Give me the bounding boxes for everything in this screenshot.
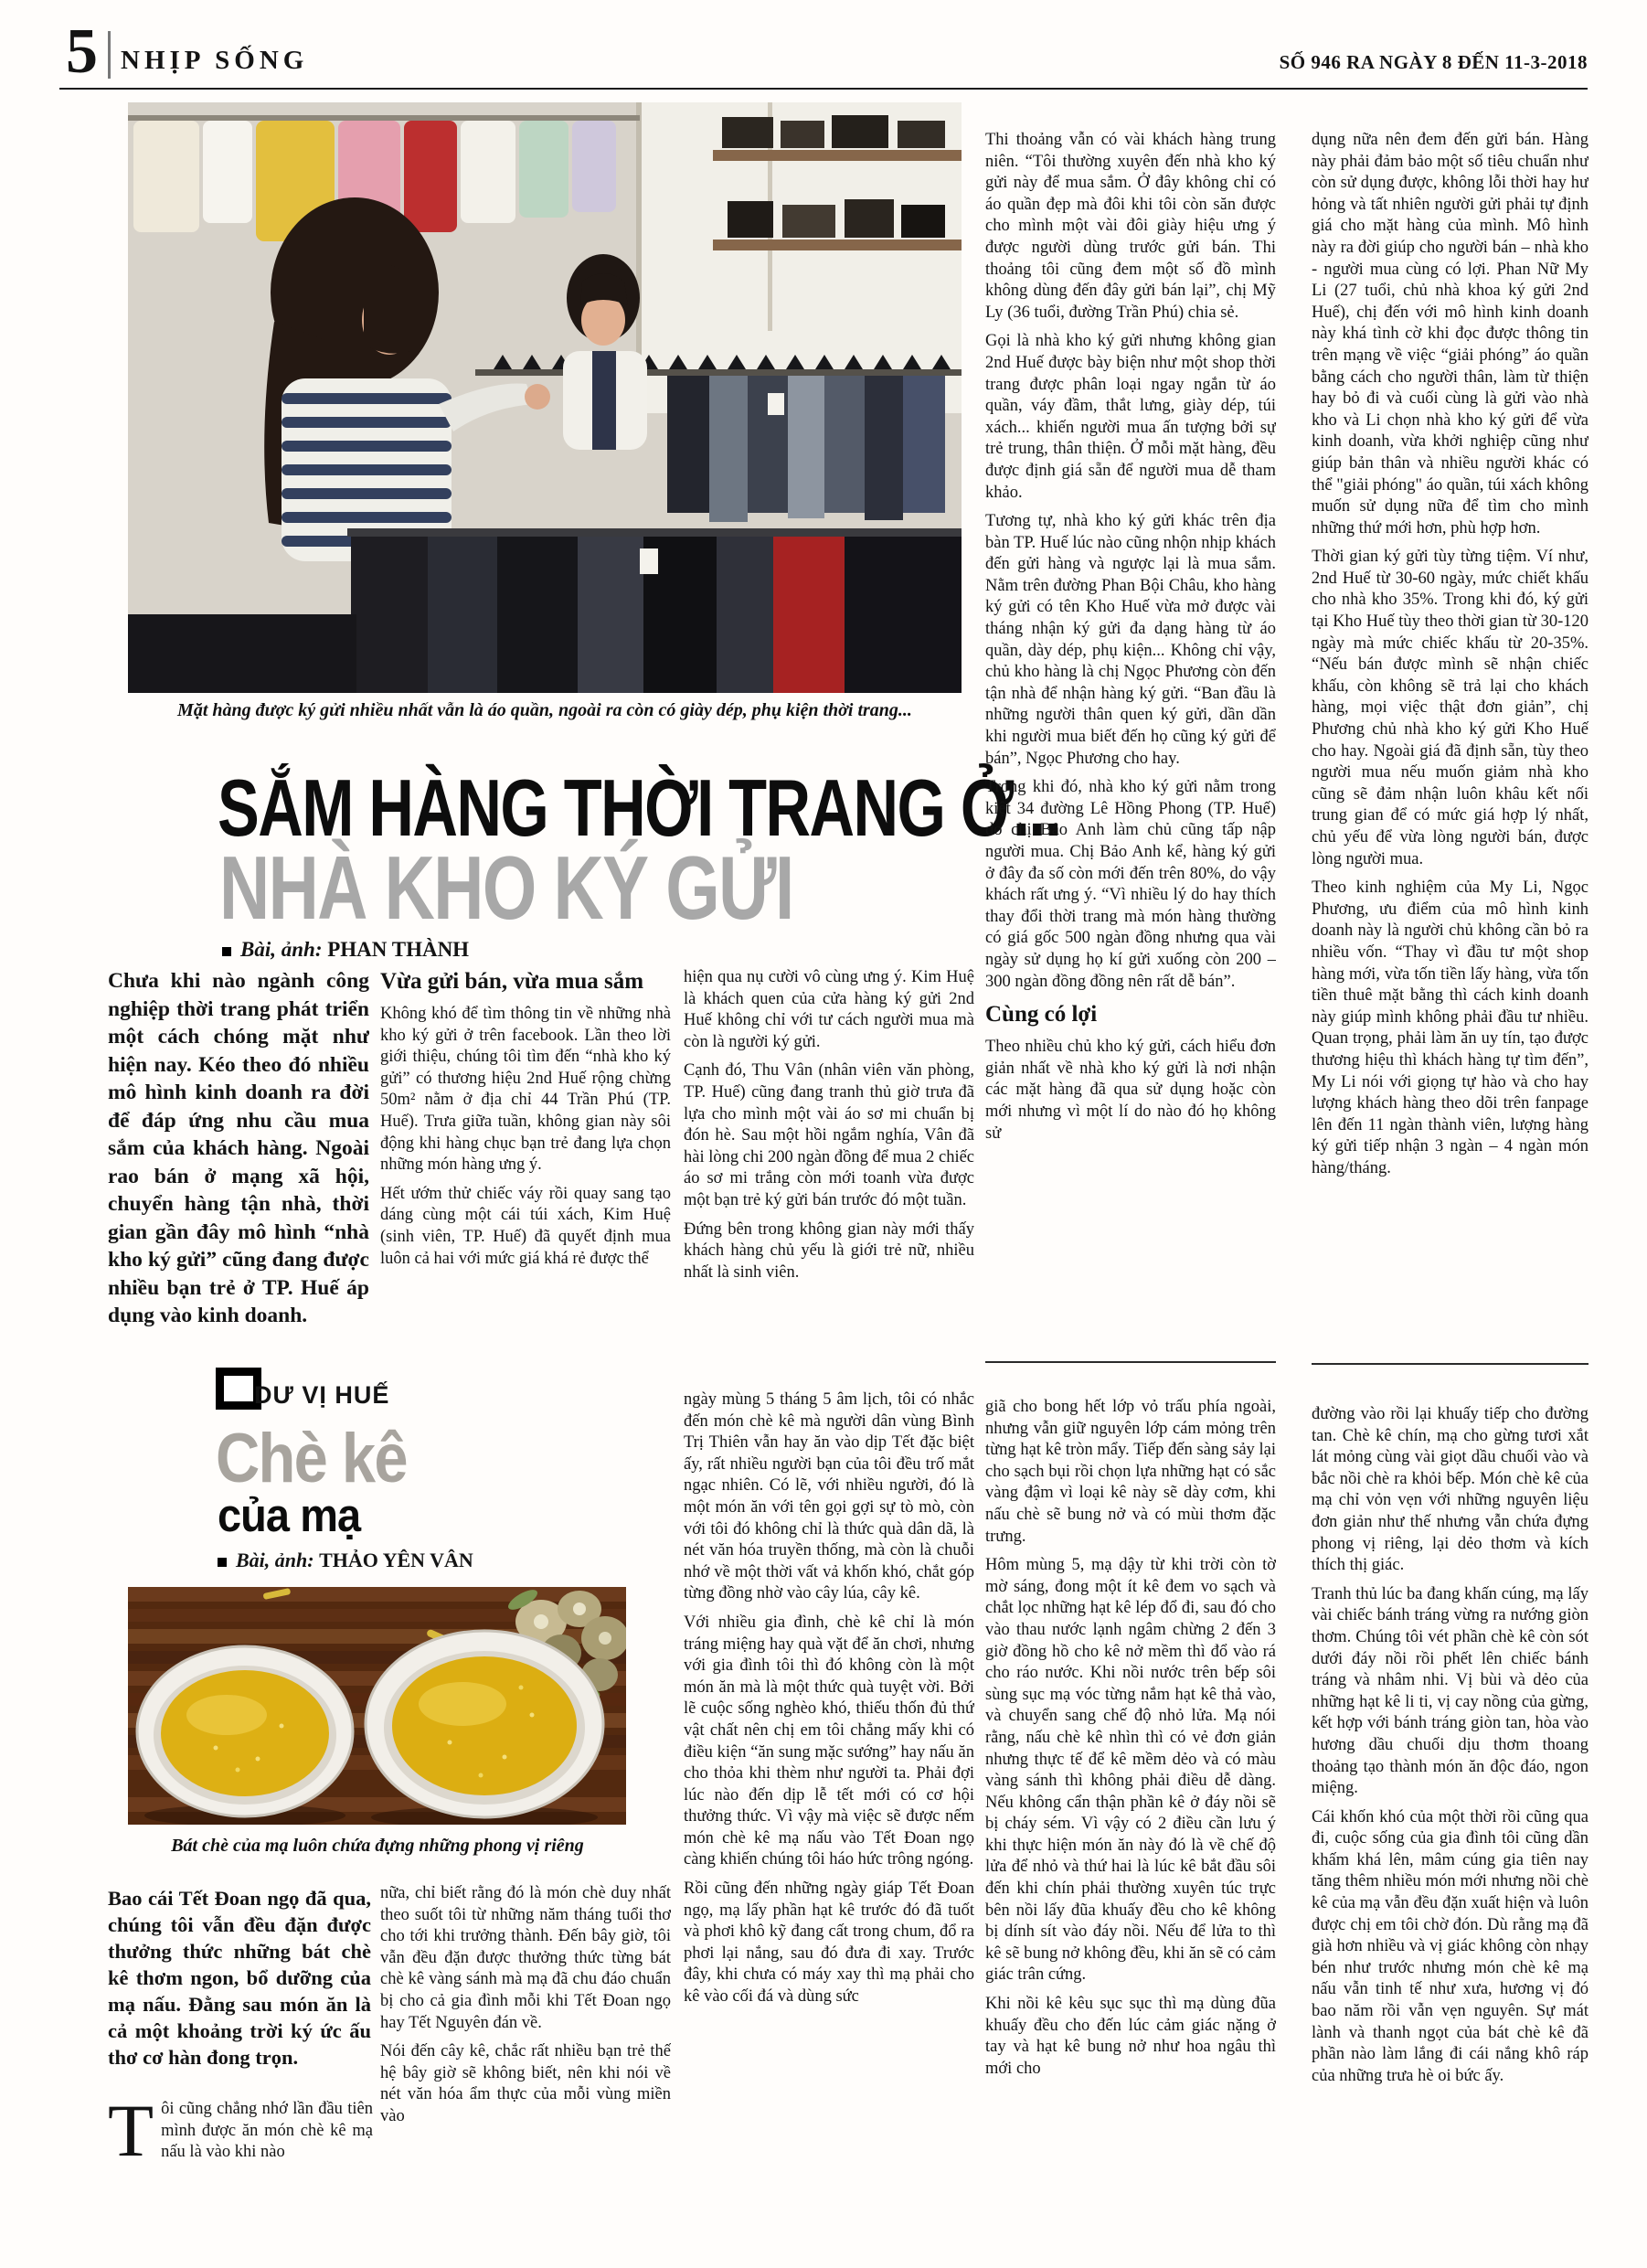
article-divider bbox=[985, 1361, 1276, 1363]
byline-square-icon bbox=[222, 947, 231, 956]
article1-paragraph: dụng nữa nên đem đến gửi bán. Hàng này phải đảm bảo một số tiêu chuẩn như còn sử dụng được, không lỗi thời hay hư hỏng và tất nhiên người gửi phải tự định giá cho mặt hàng của mình. Mô hình này ra đời giúp cho người bán – nhà kho - người mua cùng có lợi. Phan Nữ My Li (27 tuổi, chủ nhà khoa ký gửi 2nd Huế), chị đến với mô hình kinh doanh này khá tình cờ khi đọc được thông tin trên mạng về việc “giải phóng” áo quần bằng cách cho người thân, làm từ thiện hay bỏ đi và cuối cùng là gửi vào nhà kho và Li chọn nhà kho ký gửi để vừa kinh doanh, vừa khởi nghiệp cũng như giúp bản thân và nhiều người khác có thể "giải phóng" áo quần, túi xách không muốn sử dụng nữa để tìm cho mình những thứ mới hơn, phù hợp hơn. bbox=[1312, 131, 1589, 538]
shopper-hand bbox=[525, 384, 550, 410]
article1-headline-line1: SẮM HÀNG THỜI TRANG Ở... bbox=[218, 762, 1061, 853]
article1-paragraph: hiện qua nụ cười vô cùng ưng ý. Kim Huệ là khách quen của cửa hàng ký gửi 2nd Huế không chỉ với tư cách người mua mà còn là người ký gửi. bbox=[684, 968, 974, 1051]
article2-headline-line2: của mạ bbox=[218, 1489, 361, 1541]
price-tag bbox=[768, 393, 784, 415]
article2-intro: Bao cái Tết Đoan ngọ đã qua, chúng tôi vẫn đều đặn được thưởng thức những bát chè kê thơm ngon, bổ dưỡng của mạ nấu. Đằng sau món ăn là cả một khoảng trời ký ức ấu thơ cơ hàn đong trọn. bbox=[108, 1887, 371, 2069]
article2-paragraph: Cái khốn khó của một thời rồi cũng qua đi, cuộc sống của gia đình tôi cũng dần khấm khá lên, mâm cúng gia tiên nay tăng thêm nhiều món mới nhưng nồi chè kê của mạ vẫn đều đặn xuất hiện và luôn được chị em tôi chờ đón. Dù rằng mạ đã già hơn nhiều và vị giác không còn nhạy bén như trước nhưng món chè kê mạ nấu vẫn tinh tế như xưa, hương vị đó bao năm rồi vẫn vẹn nguyên. Sự mát lành và thanh ngọt của bát chè kê đã phần nào làm lắng đi cái nắng khô ráp của những trưa hè oi bức ấy. bbox=[1312, 1807, 1589, 2085]
byline-label: Bài, ảnh: bbox=[236, 1549, 314, 1571]
article2-column-2 bbox=[380, 1883, 671, 2176]
article1-headline-line2: NHÀ KHO KÝ GỬI bbox=[219, 837, 793, 938]
article2-paragraph: Khi nồi kê kêu sục sục thì mạ dùng đũa khuấy đều cho đến lúc cảm giác nặng ở tay và hạt kê bung nở như hoa ngâu thì mới cho bbox=[985, 1995, 1276, 2078]
section-title: NHỊP SỐNG bbox=[121, 46, 309, 75]
dropcap-letter: T bbox=[108, 2089, 154, 2172]
issue-info: SỐ 946 RA NGÀY 8 ĐẾN 11-3-2018 bbox=[1279, 51, 1588, 73]
article1-paragraph: Thi thoảng vẫn có vài khách hàng trung niên. “Tôi thường xuyên đến nhà kho ký gửi này để mua sắm. Ở đây không chỉ có áo quần đẹp mà đôi khi tôi còn săn được cho mình một vài đôi giày hiệu ưng ý được người dùng trước gửi bán. Thi thoảng tôi cũng đem một số đồ mình không dùng đến đây gửi bán lại”, chị Mỹ Ly (36 tuổi, đường Trần Phú) chia sẻ. bbox=[985, 131, 1276, 322]
article1-intro: Chưa khi nào ngành công nghiệp thời trang phát triển một cách chóng mặt như hiện nay. Kéo theo đó nhiều mô hình kinh doanh ra đời để đáp ứng nhu cầu mua sắm của khách hàng. Ngoài rao bán ở mạng xã hội, chuyển hàng tận nhà, thời gian gần đây mô hình “nhà kho ký gửi” cũng đang được nhiều bạn trẻ ở TP. Huế áp dụng vào kinh doanh. bbox=[108, 969, 369, 1327]
price-tag bbox=[640, 548, 658, 574]
article2-paragraph: nữa, chỉ biết rằng đó là món chè duy nhất theo suốt tôi từ những năm tháng tuổi thơ cho tới khi trưởng thành. Đến bây giờ, tôi vẫn đều đặn được thưởng thức từng bát chè kê vàng sánh mà mạ đã chu đáo chuẩn bị cho cả gia đình mỗi khi Tết Đoan ngọ hay Tết Nguyên đán về. bbox=[380, 1884, 671, 2032]
article2-paragraph: đường vào rồi lại khuấy tiếp cho đường tan. Chè kê chín, mạ cho gừng tươi xắt lát mỏng cùng vài giọt dầu chuối vào và bắc nồi chè ra khỏi bếp. Món chè kê của mạ chỉ vỏn vẹn với những nguyên liệu đơn giản như thế nhưng vẫn chứa đựng phong vị riêng, lại dẻo thơm và kích thích thị giác. bbox=[1312, 1405, 1589, 1575]
byline-square-icon bbox=[218, 1558, 227, 1567]
foreground-rack bbox=[347, 528, 962, 693]
article2-column-4 bbox=[985, 1397, 1276, 2263]
che-ke-photo bbox=[128, 1587, 626, 1825]
store-photo bbox=[128, 102, 962, 693]
article2-column-5 bbox=[1312, 1404, 1589, 2263]
store-photo-illustration bbox=[128, 102, 962, 693]
article1-subhead-2: Cùng có lợi bbox=[985, 1002, 1098, 1028]
article2-paragraph: ngày mùng 5 tháng 5 âm lịch, tôi có nhắc đến món chè kê mà người dân vùng Bình Trị Thiên vẫn hay ăn vào dịp Tết đặc biệt ấy, rất nhiều người bạn của tôi đều trố mắt ngạc nhiên. Có lẽ, với nhiều người, đó là một món ăn với tên gọi gợi sự tò mò, còn với tôi đó không chỉ là thức quà dân dã, là nét văn hóa truyền thống, mà còn là chuỗi nhớ về một thời vất vả khốn khó, chắt góp từng đồng nhờ vào cây lúa, cây kê. bbox=[684, 1390, 974, 1603]
article1-paragraph: Tương tự, nhà kho ký gửi khác trên địa bàn TP. Huế lúc nào cũng nhộn nhịp khách đến gửi hàng và ngược lại là mua sắm. Nằm trên đường Phan Bội Châu, kho hàng ký gửi có tên Kho Huế vừa mở được vài tháng nhận ký gửi đa dạng hàng từ áo quần, dày dép, phụ kiện... Không chỉ vậy, chủ kho hàng là chị Ngọc Phương còn đến tận nhà để nhận hàng ký gửi. “Ban đầu là những người thân quen ký gửi, dần dần khi người mua biết đến họ cũng ký gửi để bán”, Ngọc Phương cho hay. bbox=[985, 512, 1276, 768]
article1-column-2 bbox=[380, 967, 671, 1397]
article2-paragraph: Hôm mùng 5, mạ dậy từ khi trời còn tờ mờ sáng, đong một ít kê đem vo sạch và chắt lọc những hạt kê lép đổ đi, sau đó cho vào thau nước lạnh ngâm chừng 2 đến 3 giờ đồng hồ cho kê nở mềm thì đổ vào rá cho ráo nước. Khi nồi nước trên bếp sôi sùng sục mạ vóc từng nắm hạt kê thả vào, và chuyển sang chế độ nhỏ lửa. Mạ nói rằng, nấu chè kê nhìn thì có vẻ đơn giản nhưng thực tế để kê mềm dẻo và có màu vàng sánh thì không phải điều dễ dàng. Nếu không cẩn thận phần kê ở đáy nồi sẽ bị cháy sém. Vì vậy có 2 điều cần lưu ý khi thực hiện món ăn này đó là về chế độ lửa để nhỏ và thứ hai là lúc kê bắt đầu sôi đến khi chín phải thường xuyên túc trực bên nồi lấy đũa khuấy đều cho kê không bị dính sít vào đáy nồi. Nếu để lửa to thì kê sẽ bung nở không đều, khi ăn sẽ có cảm giác trân cứng. bbox=[985, 1556, 1276, 1985]
article2-paragraph: Tranh thủ lúc ba đang khấn cúng, mạ lấy vài chiếc bánh tráng vừng ra nướng giòn thơm. Chúng tôi vét phần chè kê còn sót dưới đáy nồi rồi phết lên chiếc bánh tráng và nhâm nhi. Vị bùi và dẻo của những hạt kê li ti, vị cay nồng của gừng, kết hợp với bánh tráng giòn tan, hòa vào hương dầu chuối dịu thơm thoang thoảng tạo thành món ăn độc đáo, ngon miệng. bbox=[1312, 1584, 1589, 1798]
article2-paragraph: Rồi cũng đến những ngày giáp Tết Đoan ngọ, mạ lấy phần hạt kê trước đó đã tuốt và phơi khô kỹ đang cất trong chum, đổ ra phơi lại nắng, sau đó đưa đi xay. Trước đây, khi chưa có máy xay thì mạ phải cho kê vào cối đá và dùng sức bbox=[684, 1879, 974, 2007]
page-number: 5 bbox=[66, 16, 96, 87]
article2-paragraph: Với nhiều gia đình, chè kê chỉ là món tráng miệng hay quà vặt để ăn chơi, nhưng với gia đình tôi thì đó không còn là một món ăn mà là một thức quà tuyệt vời. Bởi lẽ cuộc sống nghèo khó, thiếu thốn đủ thứ vật chất nên chị em tôi chẳng mấy khi có điều kiện “ăn sung mặc sướng” hay nấu ăn cho thỏa khi thèm như người ta. Phải đợi lúc nào đến dịp lễ tết mới có cơ hội thưởng thức. Vì vậy mà việc sẽ được nếm món chè kê mạ nấu vào Tết Đoan ngọ càng khiến chúng tôi háo hức trông ngóng. bbox=[684, 1613, 974, 1869]
article2-paragraph: giã cho bong hết lớp vỏ trấu phía ngoài, nhưng vẫn giữ nguyên lớp cám mỏng trên từng hạt kê tròn mẩy. Tiếp đến sàng sảy lại cho sạch bụi rồi chọn lựa những hạt có sắc vàng đậm vì loại kê này sẽ dày cơm, khi nấu chè sẽ bung nở và có mùi thơm đặc trưng. bbox=[985, 1398, 1276, 1546]
section-marker bbox=[216, 1368, 389, 1410]
article1-paragraph: Đứng bên trong không gian này mới thấy khách hàng chủ yếu là giới trẻ nữ, nhiều nhất là sinh viên. bbox=[684, 1219, 974, 1282]
article1-paragraph: Không khó để tìm thông tin về những nhà kho ký gửi ở trên facebook. Lần theo lời giới thiệu, chúng tôi tìm đến “nhà kho ký gửi” có thương hiệu 2nd Huế rộng chừng 50m² nằm ở địa chỉ 44 Trần Phú (TP. Huế). Trưa giữa tuần, không gian này sôi động khi hàng chục bạn trẻ đang lựa chọn những món hàng ưng ý. bbox=[380, 1005, 671, 1175]
article1-paragraph: Cạnh đó, Thu Vân (nhân viên văn phòng, TP. Huế) cũng đang tranh thủ giờ trưa đã lựa cho mình một vài áo sơ mi chuẩn bị đón hè. Sau một hồi ngắm nghía, Vân đã hài lòng chi 200 ngàn đồng để mua 2 chiếc áo sơ mi trắng còn mới toanh vừa được một bạn trẻ ký gửi bán trước đó một tuần. bbox=[684, 1061, 974, 1209]
article1-column-5 bbox=[1312, 130, 1589, 1357]
header-divider-bar bbox=[108, 31, 111, 79]
section-label: DƯ VỊ HUẾ bbox=[254, 1381, 390, 1409]
article1-column-4 bbox=[985, 130, 1276, 1355]
article2-dropcap-paragraph bbox=[108, 2089, 373, 2172]
article1-paragraph: Hết ướm thử chiếc váy rồi quay sang tạo dáng cùng một cái túi xách, Kim Huệ (sinh viên, TP. Huế) đã quyết định mua luôn cả hai với mức giá khá rẻ được thể bbox=[380, 1184, 671, 1268]
header-rule bbox=[59, 88, 1588, 90]
article2-headline-line1: Chè kê bbox=[216, 1420, 407, 1497]
article2-paragraph: Nói đến cây kê, chắc rất nhiều bạn trẻ thế hệ bây giờ sẽ không biết, nên khi nói về nét văn hóa ẩm thực của mỗi vùng miền vào bbox=[380, 2042, 671, 2125]
article1-paragraph: Trong khi đó, nhà kho ký gửi nằm trong kiệt 34 đường Lê Hồng Phong (TP. Huế) do chị Bảo Anh làm chủ cũng tấp nập người mua. Chị Bảo Anh kể, hàng ký gửi ở đây đa số còn mới đến trên 80%, do vậy khách rất ưng ý. “Vì nhiều lý do hay thích thay đổi thời trang mà món hàng thường có giá gốc 500 ngàn đồng nhưng qua vài ngày sử dụng họ kí gửi xuống còn 200 – 300 ngàn đồng đồng nên rất dễ bán”. bbox=[985, 778, 1276, 991]
byline-author: PHAN THÀNH bbox=[327, 938, 470, 961]
byline-author: THẢO YÊN VÂN bbox=[319, 1549, 473, 1571]
article2-byline bbox=[218, 1549, 473, 1572]
article1-subhead-1: Vừa gửi bán, vừa mua sắm bbox=[380, 969, 644, 994]
article2-photo-caption: Bát chè của mạ luôn chứa đựng những phong vị riêng bbox=[171, 1836, 584, 1856]
article1-column-3 bbox=[684, 967, 974, 1369]
dropcap-text: ôi cũng chẳng nhớ lần đầu tiên mình được ăn món chè kê mạ nấu là vào khi nào bbox=[161, 2100, 373, 2162]
article1-paragraph: Theo kinh nghiệm của My Li, Ngọc Phương, ưu điểm của mô hình kinh doanh này là người chủ không cần bỏ ra nhiều vốn. “Thay vì đầu tư một shop hàng mới, vừa tốn tiền lấy hàng, vừa tốn tiền thuê mặt bằng thì cách kinh doanh này giúp mình không phải đầu tư nhiều. Quan trọng, phải làm ăn uy tín, tạo được thương hiệu thì khách hàng tự tìm đến”, My Li nói với giọng tự hào và cho hay lượng khách hàng theo dõi trên fanpage lên đến 11 ngàn thành viên, lượng hàng ký gửi tiếp nhận 3 ngàn – 4 ngàn món hàng/tháng. bbox=[1312, 878, 1589, 1177]
article-divider bbox=[1312, 1363, 1589, 1365]
article1-byline bbox=[222, 938, 469, 962]
article1-paragraph: Theo nhiều chủ kho ký gửi, cách hiểu đơn giản nhất về nhà kho ký gửi là nơi nhận các mặt hàng đã qua sử dụng hoặc còn mới nhưng vì một lí do nào đó họ không sử bbox=[985, 1038, 1276, 1143]
article1-photo-caption: Mặt hàng được ký gửi nhiều nhất vẫn là áo quần, ngoài ra còn có giày dép, phụ kiện thời trang... bbox=[177, 700, 912, 720]
che-ke-photo-illustration bbox=[128, 1587, 626, 1825]
article1-paragraph: Thời gian ký gửi tùy từng tiệm. Ví như, 2nd Huế từ 30-60 ngày, mức chiết khấu cho nhà kho 35%. Trong khi đó, ký gửi tại Kho Huế tùy theo thời gian từ 30-120 ngày mà mức chiếc khấu từ 20-35%. “Nếu bán được mình sẽ nhận chiếc khấu, còn không sẽ trả lại cho khách hàng, mọi việc thật đơn giản”, chị Phương chủ nhà kho ký gửi Kho Huế cho hay. Ngoài giá đã định sẵn, tùy theo người mua nếu muốn giảm nhà kho cũng sẽ đảm nhận luôn khâu kết nối trung gian để có mức giá hợp lý nhất, chủ yếu để vừa lòng người bán, được lòng người mua. bbox=[1312, 548, 1589, 868]
article1-paragraph: Gọi là nhà kho ký gửi nhưng không gian 2nd Huế được bày biện như một shop thời trang được phân loại ngay ngắn từ áo quần, váy đầm, thắt lưng, giày dép, túi xách... khiến người mua ấn tượng bởi sự trẻ trung, thân thiện. Ở mỗi mặt hàng, đều được định giá sẵn để người mua dễ tham khảo. bbox=[985, 332, 1276, 502]
article2-column-3 bbox=[684, 1390, 974, 2167]
byline-label: Bài, ảnh: bbox=[240, 938, 323, 961]
shopper-white-top bbox=[563, 254, 647, 450]
